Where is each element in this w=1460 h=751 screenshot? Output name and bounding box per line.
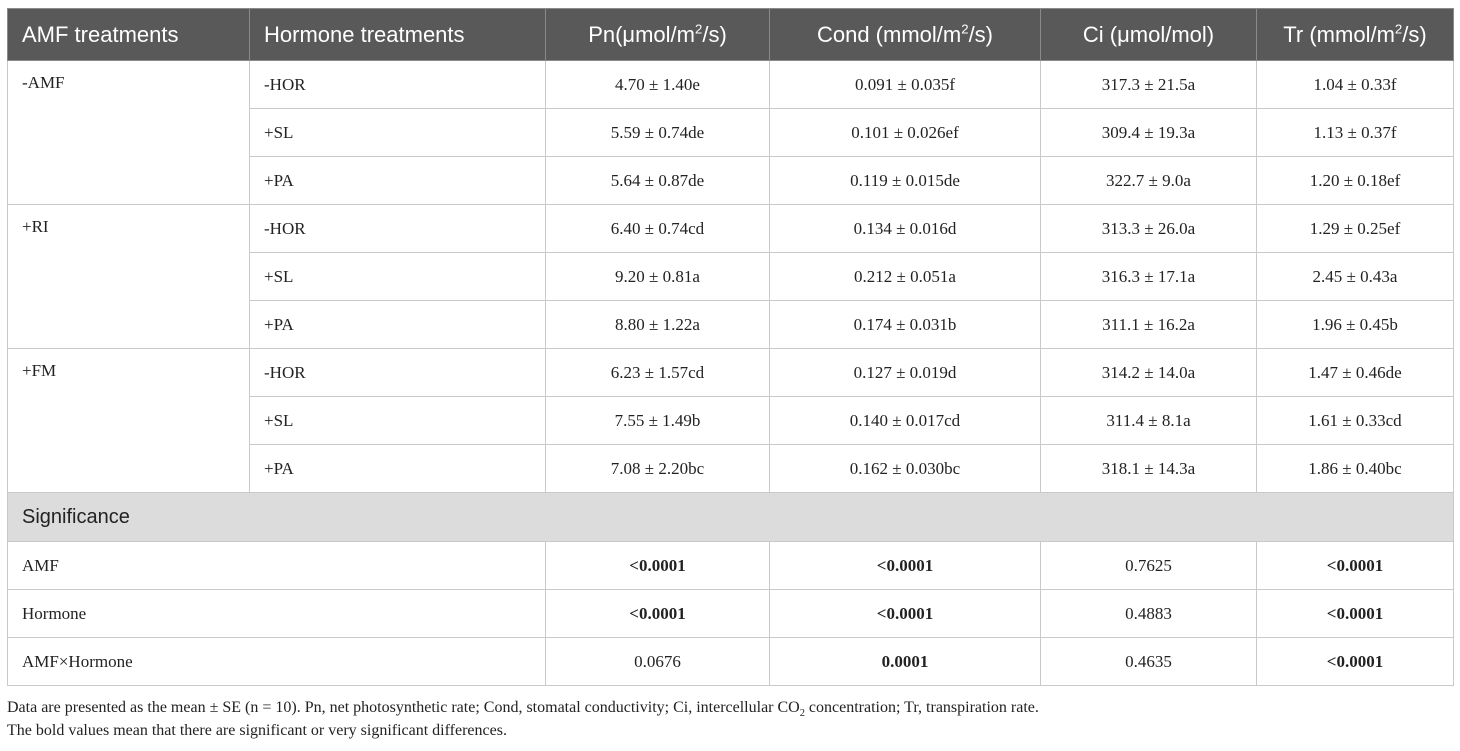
cond-pvalue: <0.0001 <box>770 590 1041 638</box>
header-cond <box>770 9 1041 61</box>
ci-cell: 318.1 ± 14.3a <box>1041 445 1257 493</box>
header-pn <box>546 9 770 61</box>
significance-header-row <box>8 493 1454 542</box>
header-tr-post: /s) <box>1402 21 1427 47</box>
pn-cell: 7.08 ± 2.20bc <box>546 445 770 493</box>
ci-cell: 311.1 ± 16.2a <box>1041 301 1257 349</box>
tr-pvalue: <0.0001 <box>1257 590 1454 638</box>
header-tr <box>1257 9 1454 61</box>
table-row <box>8 205 1454 253</box>
footnote-1-post: concentration; Tr, transpiration rate. <box>804 699 1039 716</box>
ci-pvalue: 0.7625 <box>1041 542 1257 590</box>
tr-cell: 1.61 ± 0.33cd <box>1257 397 1454 445</box>
header-pn-post: /s) <box>702 21 727 47</box>
pn-pvalue: <0.0001 <box>546 542 770 590</box>
pn-cell: 5.59 ± 0.74de <box>546 109 770 157</box>
cond-pvalue: 0.0001 <box>770 638 1041 686</box>
pn-cell: 6.23 ± 1.57cd <box>546 349 770 397</box>
ci-cell: 322.7 ± 9.0a <box>1041 157 1257 205</box>
hormone-cell: +SL <box>250 397 546 445</box>
footnote-1-sub: 2 <box>799 708 805 720</box>
pn-cell: 6.40 ± 0.74cd <box>546 205 770 253</box>
significance-row <box>8 542 1454 590</box>
pn-cell: 7.55 ± 1.49b <box>546 397 770 445</box>
cond-cell: 0.091 ± 0.035f <box>770 61 1041 109</box>
tr-pvalue: <0.0001 <box>1257 542 1454 590</box>
hormone-cell: -HOR <box>250 205 546 253</box>
header-ci: Ci (μmol/mol) <box>1041 9 1257 61</box>
header-amf: AMF treatments <box>8 9 250 61</box>
footnote-1-pre: Data are presented as the mean ± SE (n = 10). Pn, net photosynthetic rate; Cond, stomatal conductivity; Ci, intercellular CO <box>7 699 800 716</box>
amf-group-cell: +FM <box>8 349 250 493</box>
data-table <box>7 8 1454 686</box>
tr-pvalue: <0.0001 <box>1257 638 1454 686</box>
significance-row <box>8 590 1454 638</box>
effect-name: Hormone <box>8 590 546 638</box>
header-tr-sup: 2 <box>1394 21 1403 37</box>
table-footnote-2: The bold values mean that there are significant or very significant differences. <box>7 722 507 739</box>
tr-cell: 1.29 ± 0.25ef <box>1257 205 1454 253</box>
ci-cell: 309.4 ± 19.3a <box>1041 109 1257 157</box>
tr-cell: 1.86 ± 0.40bc <box>1257 445 1454 493</box>
ci-pvalue: 0.4883 <box>1041 590 1257 638</box>
hormone-cell: +SL <box>250 109 546 157</box>
amf-group-cell: +RI <box>8 205 250 349</box>
hormone-cell: -HOR <box>250 61 546 109</box>
effect-name: AMF <box>8 542 546 590</box>
hormone-cell: +SL <box>250 253 546 301</box>
cond-cell: 0.212 ± 0.051a <box>770 253 1041 301</box>
ci-pvalue: 0.4635 <box>1041 638 1257 686</box>
header-row <box>8 9 1454 61</box>
table-row <box>8 61 1454 109</box>
table-row <box>8 349 1454 397</box>
header-pn-pre: Pn(μmol/m <box>588 21 695 47</box>
tr-cell: 1.96 ± 0.45b <box>1257 301 1454 349</box>
header-tr-pre: Tr (mmol/m <box>1283 21 1395 47</box>
pn-cell: 4.70 ± 1.40e <box>546 61 770 109</box>
cond-cell: 0.119 ± 0.015de <box>770 157 1041 205</box>
tr-cell: 1.04 ± 0.33f <box>1257 61 1454 109</box>
hormone-cell: +PA <box>250 157 546 205</box>
cond-cell: 0.140 ± 0.017cd <box>770 397 1041 445</box>
ci-cell: 311.4 ± 8.1a <box>1041 397 1257 445</box>
hormone-cell: -HOR <box>250 349 546 397</box>
header-cond-post: /s) <box>968 21 994 47</box>
pn-cell: 5.64 ± 0.87de <box>546 157 770 205</box>
cond-pvalue: <0.0001 <box>770 542 1041 590</box>
hormone-cell: +PA <box>250 301 546 349</box>
header-cond-pre: Cond (mmol/m <box>816 21 962 47</box>
ci-cell: 316.3 ± 17.1a <box>1041 253 1257 301</box>
pn-cell: 8.80 ± 1.22a <box>546 301 770 349</box>
cond-cell: 0.162 ± 0.030bc <box>770 445 1041 493</box>
hormone-cell: +PA <box>250 445 546 493</box>
tr-cell: 1.47 ± 0.46de <box>1257 349 1454 397</box>
header-cond-sup: 2 <box>961 21 969 37</box>
significance-label: Significance <box>8 493 1454 542</box>
amf-group-cell: -AMF <box>8 61 250 205</box>
cond-cell: 0.134 ± 0.016d <box>770 205 1041 253</box>
tr-cell: 1.13 ± 0.37f <box>1257 109 1454 157</box>
significance-row <box>8 638 1454 686</box>
pn-cell: 9.20 ± 0.81a <box>546 253 770 301</box>
tr-cell: 1.20 ± 0.18ef <box>1257 157 1454 205</box>
pn-pvalue: 0.0676 <box>546 638 770 686</box>
pn-pvalue: <0.0001 <box>546 590 770 638</box>
header-pn-sup: 2 <box>695 21 703 37</box>
header-hormone: Hormone treatments <box>250 9 546 61</box>
effect-name: AMF×Hormone <box>8 638 546 686</box>
table-footnote-1 <box>7 699 1039 720</box>
cond-cell: 0.101 ± 0.026ef <box>770 109 1041 157</box>
cond-cell: 0.127 ± 0.019d <box>770 349 1041 397</box>
cond-cell: 0.174 ± 0.031b <box>770 301 1041 349</box>
ci-cell: 314.2 ± 14.0a <box>1041 349 1257 397</box>
ci-cell: 313.3 ± 26.0a <box>1041 205 1257 253</box>
tr-cell: 2.45 ± 0.43a <box>1257 253 1454 301</box>
ci-cell: 317.3 ± 21.5a <box>1041 61 1257 109</box>
